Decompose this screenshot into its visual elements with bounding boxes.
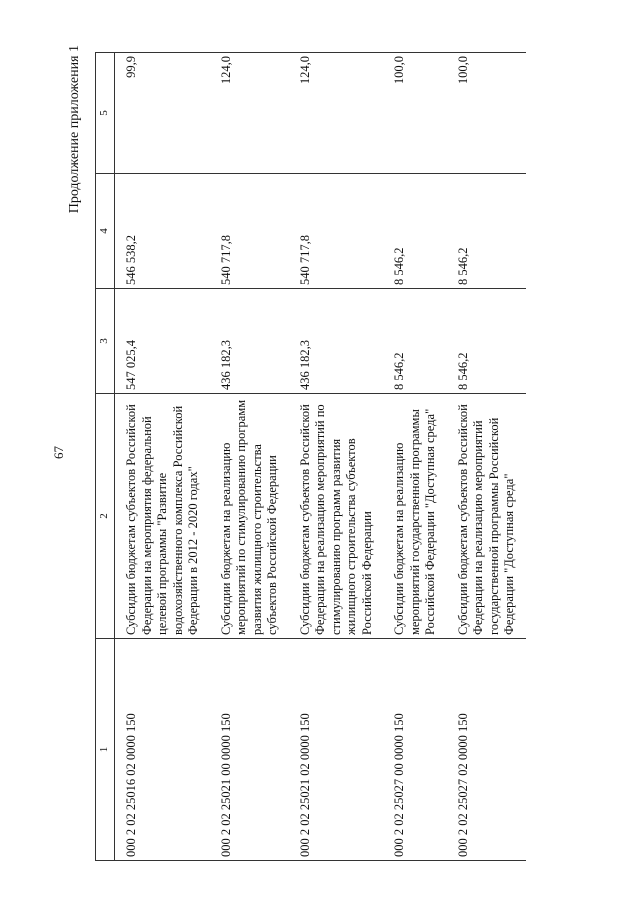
page-number: 67: [51, 446, 66, 459]
continuation-label: Продолжение приложения 1: [67, 45, 82, 214]
budget-code: 000 2 02 25021 00 0000 150: [210, 639, 289, 861]
header-cell-3: 3: [96, 289, 115, 394]
percent-col-5: 100,0: [383, 53, 447, 174]
budget-code: 000 2 02 25021 02 0000 150: [289, 639, 384, 861]
value-col-3: 8 546,2: [447, 289, 526, 394]
value-col-3: 547 025,4: [115, 289, 210, 394]
row-description: Субсидии бюджетам на реализацию мероприятий государственной программы Российской Федерации "Доступная среда": [383, 394, 447, 639]
row-description: Субсидии бюджетам субъектов Российской Федерации на реализацию мероприятий по стимулированию программ развития жилищного строительства субъектов Российской Федерации: [289, 394, 384, 639]
row-description: Субсидии бюджетам субъектов Российской Федерации на мероприятия федеральной целевой программы "Развитие водохозяйственного комплекса Российской Федерации в 2012 - 2020 годах": [115, 394, 210, 639]
percent-col-5: 100,0: [447, 53, 526, 174]
budget-code: 000 2 02 25027 00 0000 150: [383, 639, 447, 861]
header-cell-2: 2: [96, 394, 115, 639]
budget-code: 000 2 02 25027 02 0000 150: [447, 639, 526, 861]
percent-col-5: 99,9: [115, 53, 210, 174]
value-col-4: 540 717,8: [289, 174, 384, 289]
value-col-4: 540 717,8: [210, 174, 289, 289]
value-col-3: 436 182,3: [289, 289, 384, 394]
header-row: [96, 53, 115, 861]
table-body: [115, 53, 526, 861]
value-col-4: 546 538,2: [115, 174, 210, 289]
header-cell-4: 4: [96, 174, 115, 289]
budget-code: 000 2 02 25016 02 0000 150: [115, 639, 210, 861]
header-cell-1: 1: [96, 639, 115, 861]
table-row: [289, 53, 384, 861]
table-row: [447, 53, 526, 861]
table-row: [210, 53, 289, 861]
row-description: Субсидии бюджетам субъектов Российской Федерации на реализацию мероприятий государственной программы Российской Федерации "Доступная среда": [447, 394, 526, 639]
appendix-table: [95, 52, 526, 861]
table-row: [115, 53, 210, 861]
value-col-3: 436 182,3: [210, 289, 289, 394]
value-col-3: 8 546,2: [383, 289, 447, 394]
row-description: Субсидии бюджетам на реализацию мероприятий по стимулированию программ развития жилищного строительства субъектов Российской Федерации: [210, 394, 289, 639]
value-col-4: 8 546,2: [383, 174, 447, 289]
percent-col-5: 124,0: [210, 53, 289, 174]
table-header: [96, 53, 115, 861]
table-row: [383, 53, 447, 861]
percent-col-5: 124,0: [289, 53, 384, 174]
value-col-4: 8 546,2: [447, 174, 526, 289]
header-cell-5: 5: [96, 53, 115, 174]
